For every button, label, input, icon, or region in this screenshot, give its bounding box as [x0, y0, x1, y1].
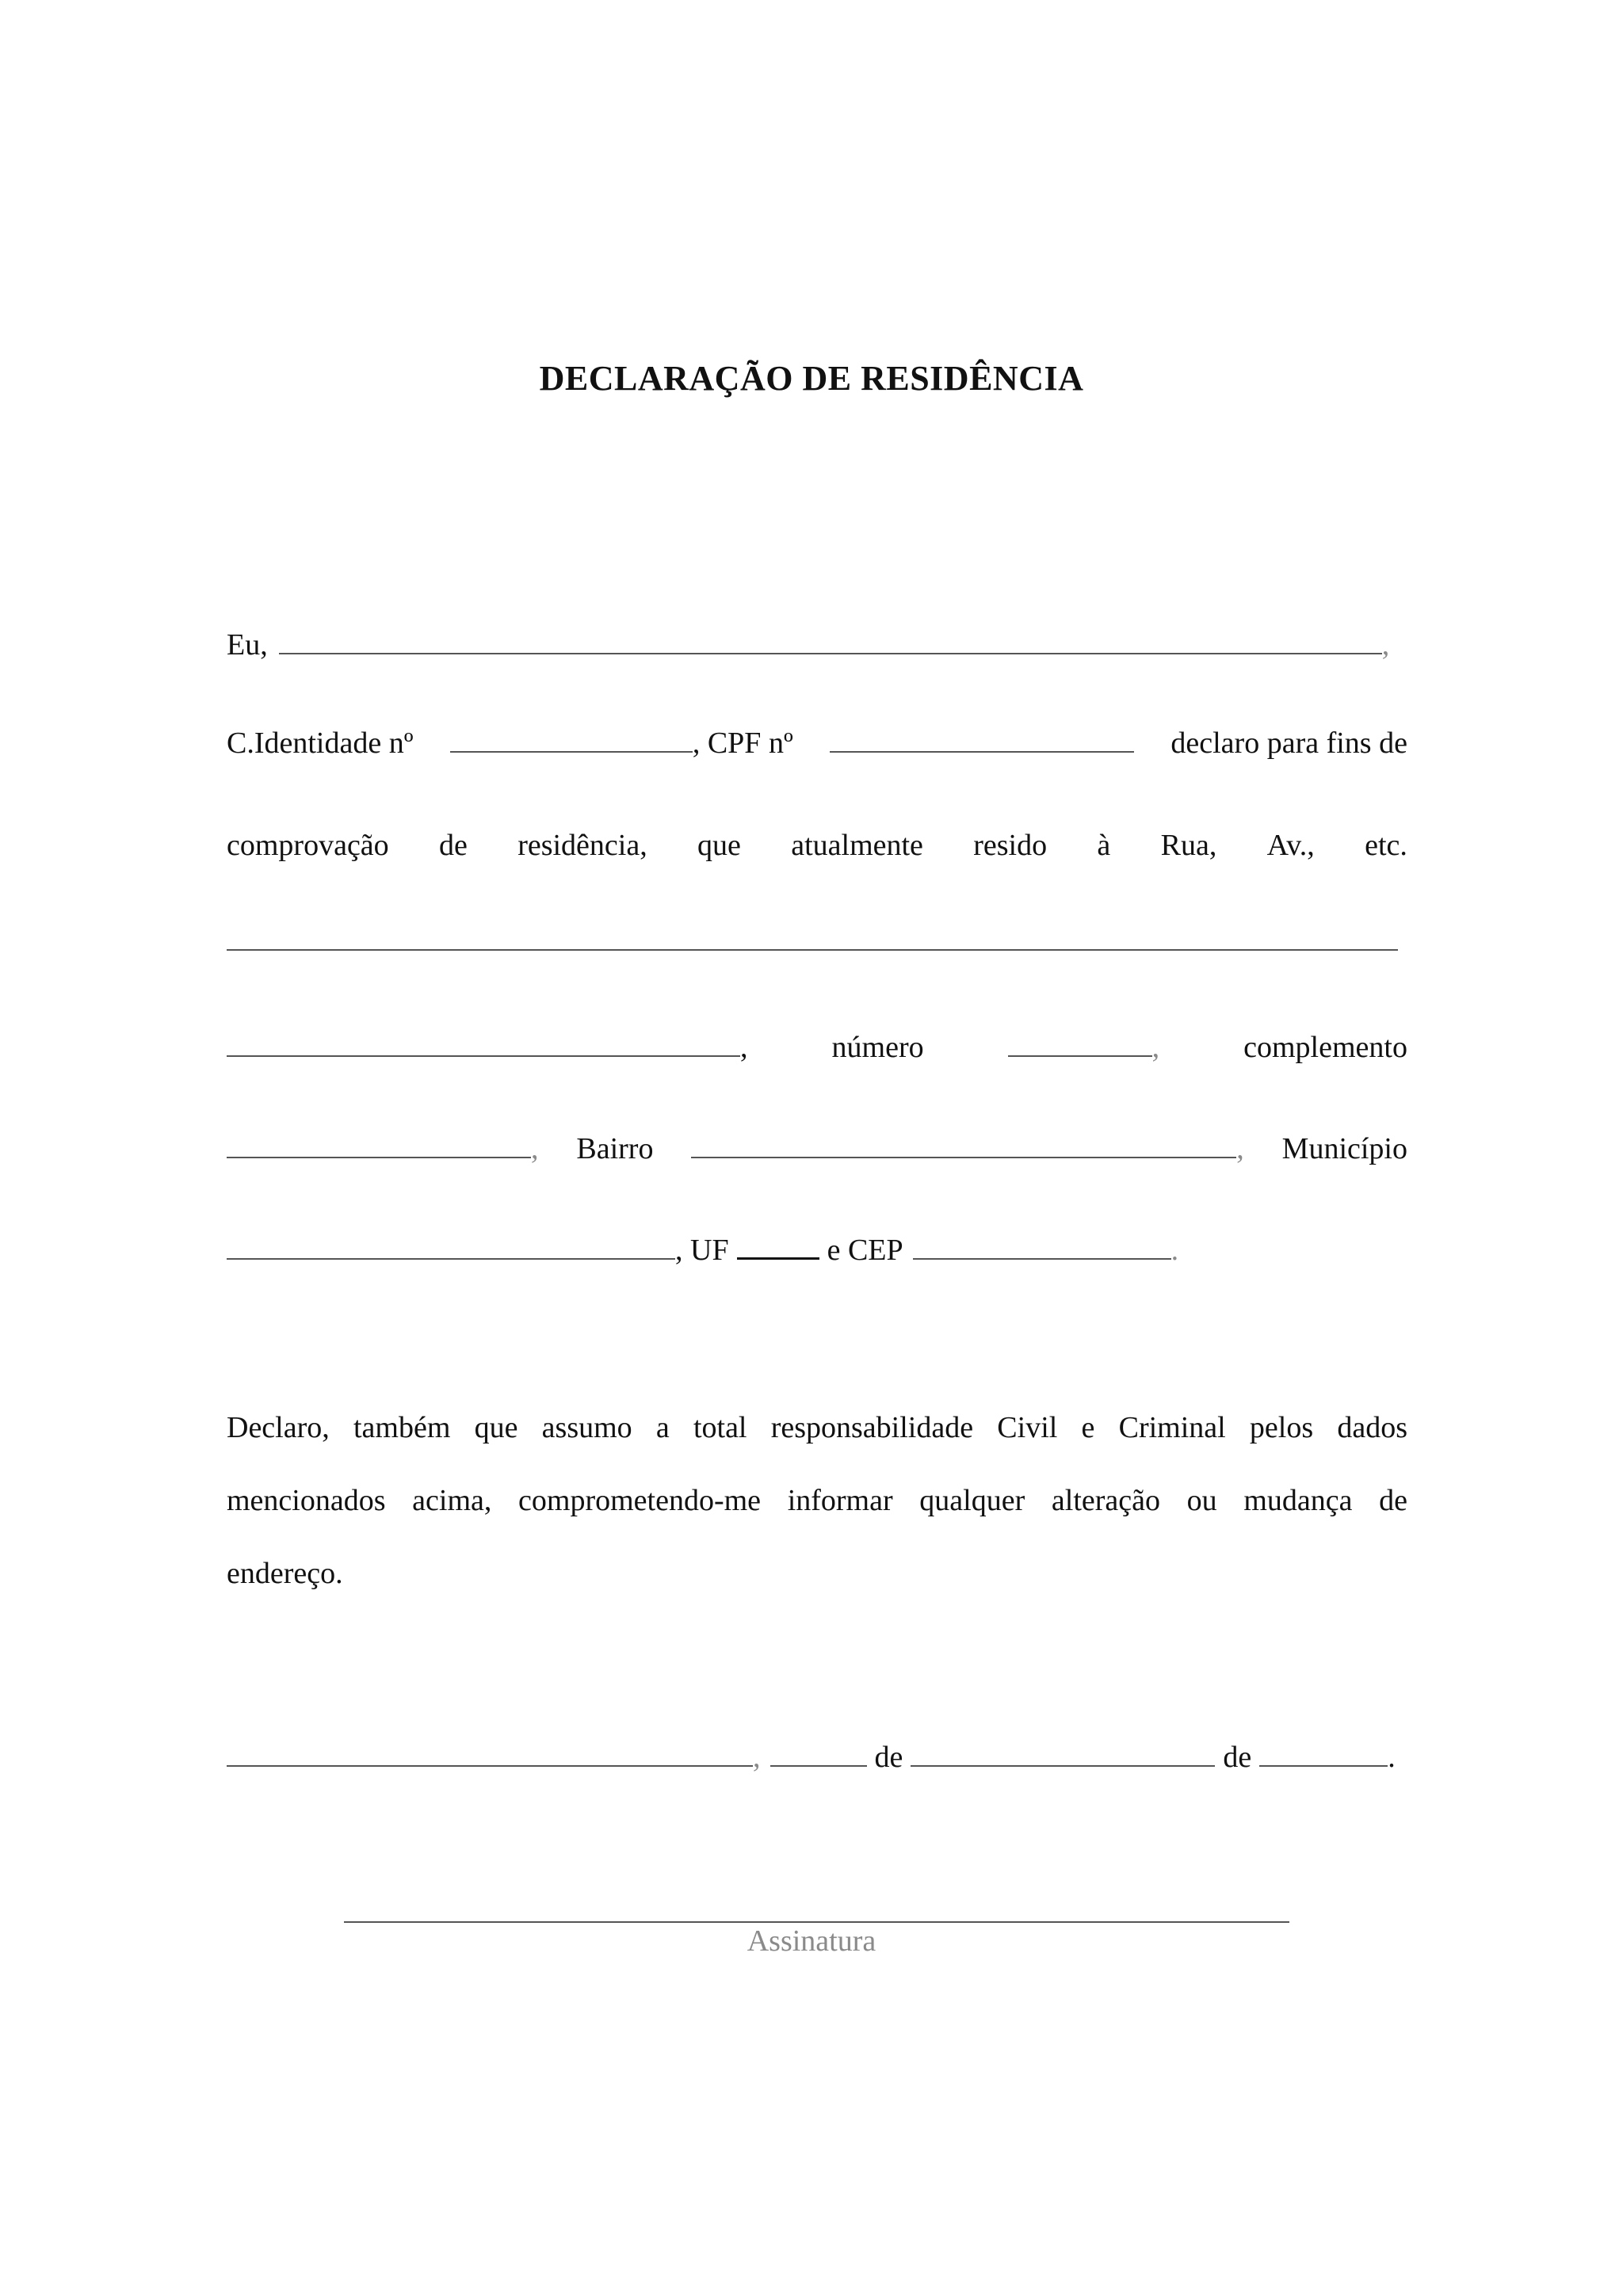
cep-field[interactable] [913, 1258, 1171, 1260]
identity-label: C.Identidade nº [227, 727, 414, 760]
year-field[interactable] [1259, 1765, 1388, 1767]
de-label-2: de [1223, 1741, 1252, 1774]
date-line [227, 1727, 1407, 1775]
numero-comma: , [1151, 1031, 1160, 1064]
word-comprovacao: comprovação [227, 829, 389, 862]
word-que: que [697, 829, 741, 862]
cpf-label: , CPF nº [692, 727, 793, 760]
city-comma: , [753, 1741, 761, 1774]
bairro-label: Bairro [576, 1132, 654, 1165]
paragraph-line-2: mencionados acima, comprometendo-me informar qualquer alteração ou mudança de [227, 1484, 1407, 1517]
name-comma: , [1381, 628, 1390, 662]
municipio-label: Município [1281, 1132, 1407, 1165]
word-atualmente: atualmente [791, 829, 923, 862]
numero-field[interactable] [1008, 1055, 1152, 1057]
uf-label: , UF [675, 1234, 729, 1267]
word-av: Av., [1266, 829, 1315, 862]
identity-number-field[interactable] [450, 751, 693, 753]
bairro-line [227, 1119, 1407, 1166]
bairro-comma: , [1236, 1132, 1244, 1165]
word-etc: etc. [1365, 829, 1407, 862]
word-residencia: residência, [517, 829, 647, 862]
signature-label: Assinatura [747, 1924, 876, 1958]
street-comma: , [740, 1031, 748, 1064]
street-field[interactable] [227, 949, 1398, 951]
complemento-comma: , [531, 1132, 539, 1165]
uf-cep-line [227, 1220, 1407, 1268]
name-field[interactable] [279, 653, 1382, 654]
numero-label: número [831, 1031, 924, 1064]
eu-label: Eu, [227, 628, 268, 662]
street-continuation-field[interactable] [227, 1055, 740, 1057]
de-label-1: de [874, 1741, 903, 1774]
month-field[interactable] [911, 1765, 1215, 1767]
cep-label: e CEP [827, 1234, 903, 1267]
complemento-field[interactable] [227, 1157, 531, 1158]
bairro-field[interactable] [691, 1157, 1236, 1158]
name-line [227, 615, 1407, 662]
paragraph-line-3: endereço. [227, 1557, 343, 1590]
responsibility-paragraph [227, 1391, 1407, 1610]
document-title: DECLARAÇÃO DE RESIDÊNCIA [539, 359, 1084, 398]
city-field[interactable] [227, 1765, 753, 1767]
date-period: . [1388, 1741, 1396, 1774]
complemento-label: complemento [1243, 1031, 1407, 1064]
number-line [227, 1017, 1407, 1065]
municipio-field[interactable] [227, 1258, 675, 1260]
declare-text: declaro para fins de [1170, 727, 1407, 760]
day-field[interactable] [770, 1765, 867, 1767]
word-a: à [1097, 829, 1111, 862]
identity-line [227, 713, 1407, 761]
residence-text-line [227, 815, 1407, 863]
street-line [227, 911, 1407, 959]
word-de: de [439, 829, 468, 862]
word-rua: Rua, [1160, 829, 1217, 862]
signature-line[interactable] [344, 1921, 1289, 1923]
cpf-number-field[interactable] [830, 751, 1134, 753]
uf-field[interactable] [737, 1257, 819, 1260]
word-resido: resido [973, 829, 1048, 862]
paragraph-line-1: Declaro, também que assumo a total responsabilidade Civil e Criminal pelos dados [227, 1411, 1407, 1444]
cep-period: . [1170, 1234, 1179, 1267]
